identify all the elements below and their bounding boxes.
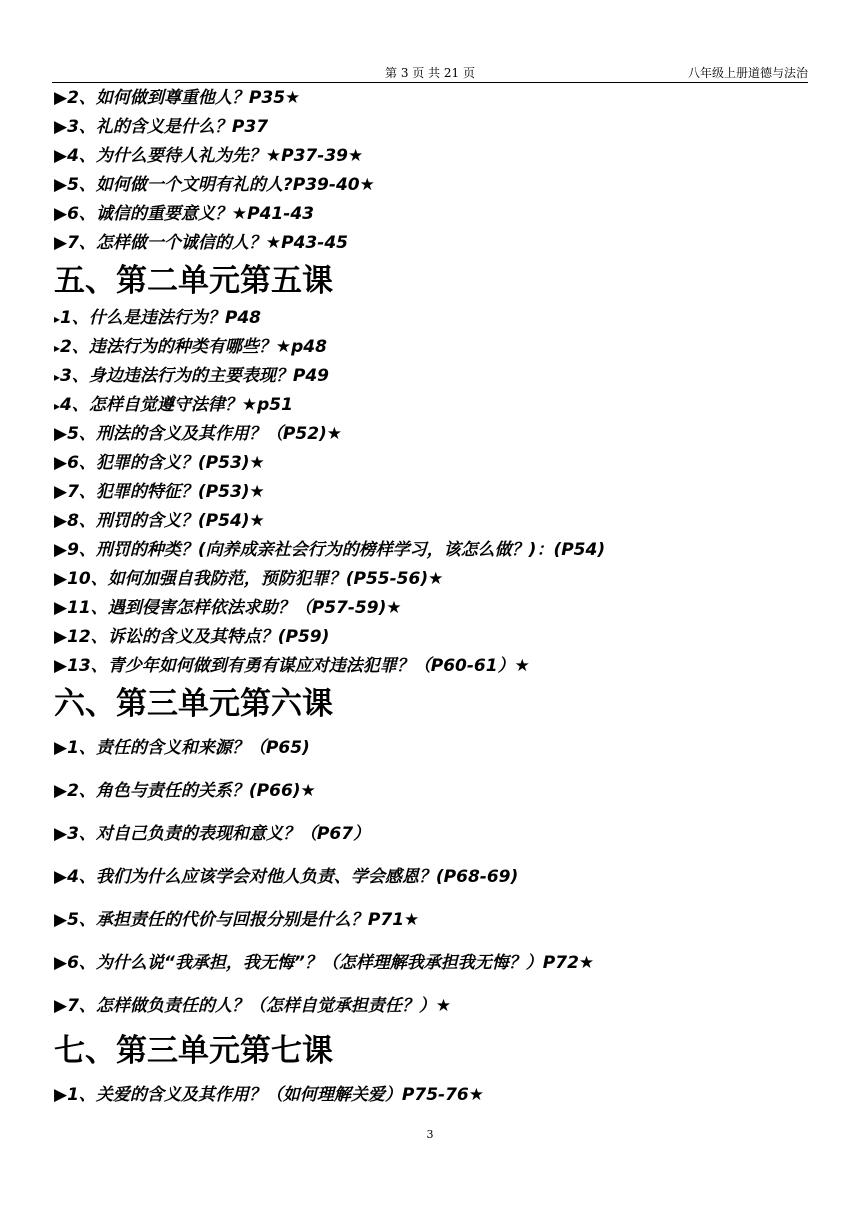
question-item: ▶4、为什么要待人礼为先？★P37-39★ <box>54 142 814 171</box>
question-item: ▸1、什么是违法行为？P48 <box>54 304 814 333</box>
question-item: ▶7、犯罪的特征？(P53)★ <box>54 478 814 507</box>
arrow-icon: ▶ <box>54 781 68 801</box>
arrow-icon: ▸ <box>54 312 61 326</box>
question-item: ▶13、青少年如何做到有勇有谋应对违法犯罪？（P60-61）★ <box>54 652 814 681</box>
document-body <box>54 84 814 1117</box>
arrow-icon: ▶ <box>54 598 68 618</box>
arrow-icon: ▶ <box>54 910 68 930</box>
arrow-icon: ▶ <box>54 424 68 444</box>
question-item: ▶2、如何做到尊重他人？P35★ <box>54 84 814 113</box>
page-number: 3 <box>426 1128 434 1141</box>
book-title: 八年级上册道德与法治 <box>687 66 808 80</box>
arrow-icon: ▶ <box>54 627 68 647</box>
question-item: ▶12、诉讼的含义及其特点？(P59) <box>54 623 814 652</box>
arrow-icon: ▶ <box>54 569 68 589</box>
question-item: ▶5、如何做一个文明有礼的人?P39-40★ <box>54 171 814 200</box>
arrow-icon: ▶ <box>54 117 68 137</box>
page-count-label: 第 3 页 共 21 页 <box>385 66 475 80</box>
page-header <box>52 62 808 83</box>
arrow-icon: ▶ <box>54 146 68 166</box>
question-item: ▶7、怎样做负责任的人？（怎样自觉承担责任？）★ <box>54 985 814 1028</box>
question-item: ▶11、遇到侵害怎样依法求助？（P57-59)★ <box>54 594 814 623</box>
arrow-icon: ▶ <box>54 88 68 108</box>
arrow-icon: ▶ <box>54 953 68 973</box>
question-item: ▶1、责任的含义和来源？（P65) <box>54 727 814 770</box>
arrow-icon: ▶ <box>54 1085 68 1105</box>
question-item: ▶2、角色与责任的关系？(P66)★ <box>54 770 814 813</box>
question-item: ▶6、为什么说“我承担，我无悔”？（怎样理解我承担我无悔？）P72★ <box>54 942 814 985</box>
arrow-icon: ▶ <box>54 453 68 473</box>
arrow-icon: ▶ <box>54 511 68 531</box>
section-heading: 七、第三单元第七课 <box>54 1033 333 1069</box>
question-item: ▶3、对自己负责的表现和意义？（P67） <box>54 813 814 856</box>
question-item: ▸2、违法行为的种类有哪些？★p48 <box>54 333 814 362</box>
arrow-icon: ▶ <box>54 996 68 1016</box>
question-item: ▸4、怎样自觉遵守法律？★p51 <box>54 391 814 420</box>
arrow-icon: ▶ <box>54 482 68 502</box>
question-item: ▶5、承担责任的代价与回报分别是什么？P71★ <box>54 899 814 942</box>
arrow-icon: ▶ <box>54 738 68 758</box>
question-item: ▶4、我们为什么应该学会对他人负责、学会感恩？(P68-69) <box>54 856 814 899</box>
question-item: ▶5、刑法的含义及其作用？（P52)★ <box>54 420 814 449</box>
arrow-icon: ▸ <box>54 399 61 413</box>
arrow-icon: ▶ <box>54 233 68 253</box>
question-item: ▶1、关爱的含义及其作用？（如何理解关爱）P75-76★ <box>54 1074 814 1117</box>
arrow-icon: ▸ <box>54 341 61 355</box>
arrow-icon: ▶ <box>54 175 68 195</box>
question-item: ▶9、刑罚的种类？(向养成亲社会行为的榜样学习，该怎么做？)：(P54) <box>54 536 814 565</box>
arrow-icon: ▶ <box>54 867 68 887</box>
question-item: ▶6、诚信的重要意义？★P41-43 <box>54 200 814 229</box>
question-item: ▶3、礼的含义是什么？P37 <box>54 113 814 142</box>
section-heading: 五、第二单元第五课 <box>54 263 333 299</box>
question-item: ▸3、身边违法行为的主要表现？P49 <box>54 362 814 391</box>
arrow-icon: ▶ <box>54 824 68 844</box>
question-item: ▶10、如何加强自我防范，预防犯罪？(P55-56)★ <box>54 565 814 594</box>
arrow-icon: ▶ <box>54 656 68 676</box>
question-item: ▶6、犯罪的含义？(P53)★ <box>54 449 814 478</box>
arrow-icon: ▸ <box>54 370 61 384</box>
arrow-icon: ▶ <box>54 540 68 560</box>
question-item: ▶8、刑罚的含义？(P54)★ <box>54 507 814 536</box>
arrow-icon: ▶ <box>54 204 68 224</box>
question-item: ▶7、怎样做一个诚信的人？★P43-45 <box>54 229 814 258</box>
section-heading: 六、第三单元第六课 <box>54 686 333 722</box>
